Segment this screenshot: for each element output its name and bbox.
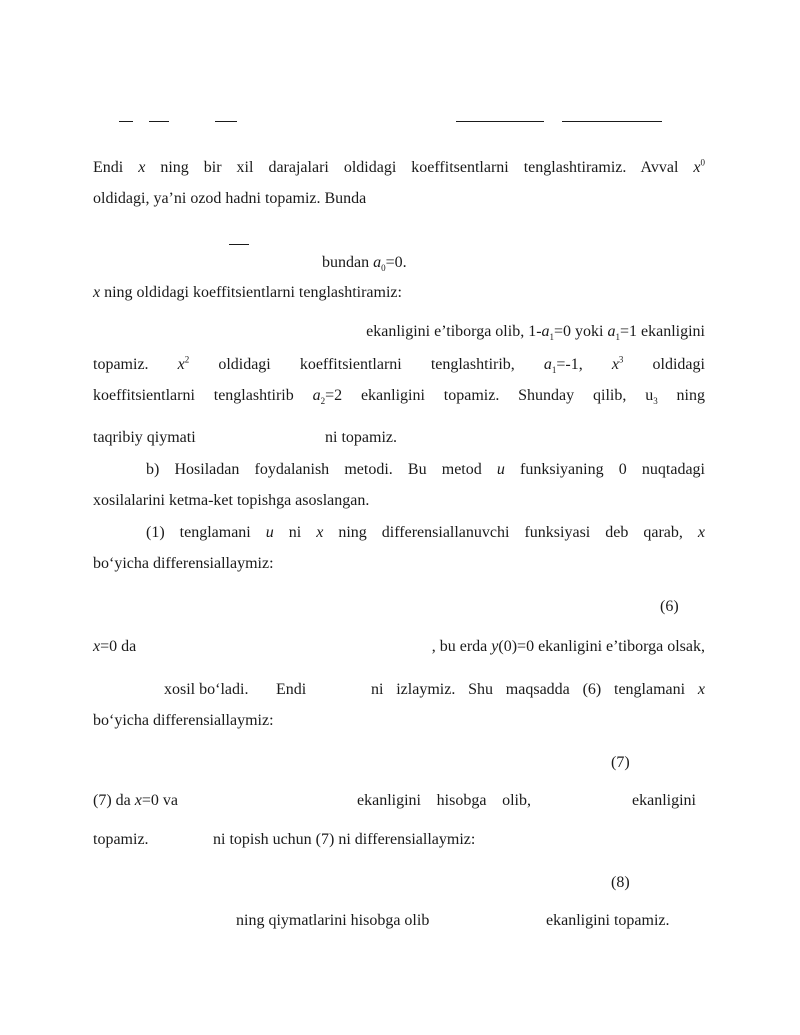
topamiz-line-a: topamiz.	[93, 831, 149, 848]
line7-d: ekanligini	[632, 792, 696, 809]
x0-line-b: , bu erda y(0)=0 ekanligini e’tiborga olsak,	[431, 638, 705, 655]
bundan-line: bundan $a_0=0$.	[322, 254, 407, 274]
header-rule-4	[456, 121, 544, 122]
equation-number-7: (7)	[611, 754, 630, 771]
line7-c: ekanligini hisobga olib,	[357, 792, 531, 809]
line7-a: (7) da x=0 va	[93, 792, 178, 809]
header-rule-5	[562, 121, 662, 122]
para2-line3: koeffitsientlarni tenglashtirib $a_2=2$ ekanligini topamiz. Shunday qilib, $u_3$ ning	[93, 387, 705, 407]
header-rule-2	[149, 121, 169, 122]
xosil-line-a: xosil bo‘ladi.	[164, 681, 249, 698]
last-line-b: ekanligini topamiz.	[546, 912, 670, 929]
equation-number-6: (6)	[660, 598, 679, 615]
x-coeff-line: x ning oldidagi koeffitsientlarni tenglashtiramiz:	[93, 284, 402, 301]
x0-line-a: x=0 da	[93, 638, 137, 655]
header-rule-3	[215, 121, 237, 122]
equation-number-8: (8)	[611, 874, 630, 891]
para3-line2: xosilalarini ketma-ket topishga asoslangan.	[93, 492, 370, 509]
fraction-rule	[229, 244, 249, 245]
xosil-line-b: Endi	[276, 681, 307, 698]
para2-line1: ekanligini e’tiborga olib, $1-a_1=0$ yoki $a_1=1$ ekanligini	[366, 323, 705, 343]
para4-line1: (1) tenglamani u ni x ning differensiallanuvchi funksiyasi deb qarab, x	[146, 524, 705, 541]
para2-line2: topamiz. $x^2$ oldidagi koeffitsientlarni tenglashtirib, $a_1=-1$, $x^3$ oldidagi	[93, 354, 705, 376]
para2-line4a: taqribiy qiymati	[93, 429, 196, 446]
para4-line2: bo‘yicha differensiallaymiz:	[93, 555, 274, 572]
last-line-a: ning qiymatlarini hisobga olib	[236, 912, 430, 929]
para1-line1: Endi x ning bir xil darajalari oldidagi koeffitsentlarni tenglashtiramiz. Avval $x^0$	[93, 157, 705, 176]
xosil-line-c: ni izlaymiz. Shu maqsadda (6) tenglamani x	[371, 681, 705, 698]
para2-line4b: ni topamiz.	[325, 429, 397, 446]
topamiz-line-b: ni topish uchun (7) ni differensiallaymiz:	[213, 831, 476, 848]
header-rule-1	[119, 121, 133, 122]
para3-line1: b) Hosiladan foydalanish metodi. Bu metod u funksiyaning 0 nuqtadagi	[146, 461, 705, 478]
para1-line2: oldidagi, ya’ni ozod hadni topamiz. Bunda	[93, 190, 367, 207]
boyicha-line: bo‘yicha differensiallaymiz:	[93, 712, 274, 729]
